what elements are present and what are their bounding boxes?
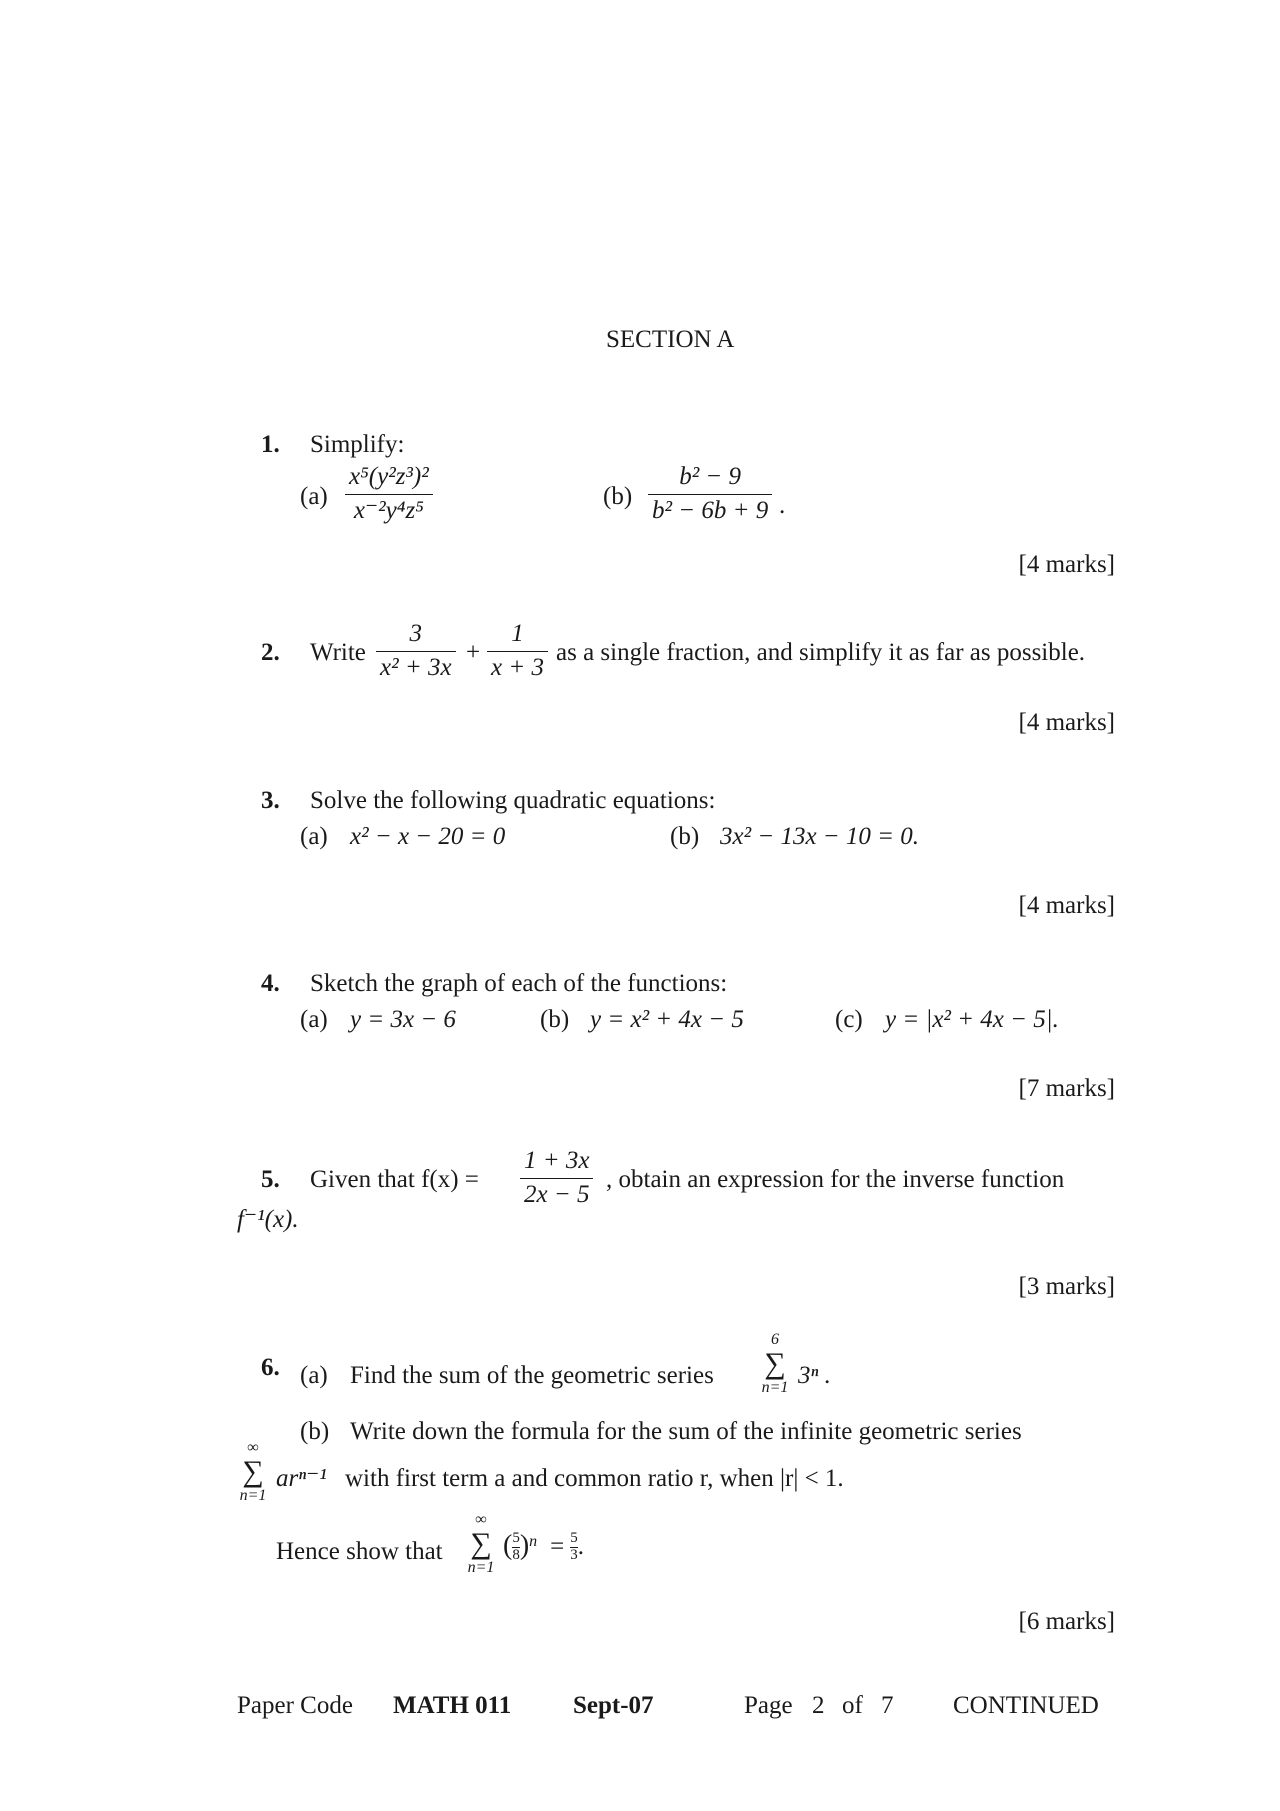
sum-upper: 6 — [771, 1331, 779, 1348]
question-text: , obtain an expression for the inverse function — [606, 1166, 1065, 1193]
part-label: (b) — [603, 483, 633, 510]
page-label: Page — [744, 1692, 793, 1719]
summation — [464, 1512, 498, 1576]
fraction-5-8 — [512, 1531, 520, 1564]
denominator: x² + 3x — [380, 653, 452, 681]
equation: y = 3x − 6 — [350, 1006, 456, 1033]
fraction-2b — [487, 620, 548, 683]
series-term: arⁿ⁻¹ — [276, 1465, 327, 1492]
question-number: 6. — [261, 1354, 280, 1381]
marks: [4 marks] — [1018, 709, 1115, 736]
question-number: 2. — [261, 639, 280, 666]
equals-sign: = — [550, 1533, 565, 1560]
series-term: 3ⁿ . — [798, 1362, 831, 1389]
marks: [4 marks] — [1018, 551, 1115, 578]
numerator: 1 — [511, 620, 524, 647]
numerator: 1 + 3x — [524, 1147, 590, 1174]
sigma-symbol: ∑ — [764, 1347, 786, 1380]
question-text: Given that f(x) = — [310, 1166, 479, 1193]
sum-lower: n=1 — [239, 1486, 267, 1504]
part-label: (a) — [300, 1362, 328, 1389]
question-text: as a single fraction, and simplify it as far as possible. — [556, 639, 1086, 666]
marks: [7 marks] — [1018, 1075, 1115, 1102]
sum-upper: ∞ — [247, 1439, 259, 1456]
part-label: (a) — [300, 1006, 328, 1033]
continued-label: CONTINUED — [953, 1692, 1099, 1719]
fraction-5 — [520, 1147, 593, 1210]
numerator: 3 — [409, 620, 423, 647]
question-text: Write — [310, 639, 366, 666]
question-number: 4. — [261, 970, 280, 997]
part-label: (b) — [670, 823, 700, 850]
numerator: b² − 9 — [679, 463, 742, 490]
denominator: 2x − 5 — [524, 1180, 590, 1208]
plus-sign: + — [466, 639, 481, 666]
left-paren: ( — [503, 1530, 513, 1561]
fraction-1b — [648, 463, 772, 526]
part-label: (b) — [540, 1006, 570, 1033]
question-text: Write down the formula for the sum of the infinite geometric series — [350, 1418, 1022, 1445]
period: . — [779, 492, 786, 519]
question-number: 3. — [261, 787, 280, 814]
question-text: Hence show that — [276, 1538, 443, 1565]
sum-lower: n=1 — [467, 1558, 495, 1576]
part-label: (b) — [300, 1418, 330, 1445]
question-prompt: Sketch the graph of each of the functions: — [310, 970, 728, 997]
question-number: 5. — [261, 1166, 280, 1193]
part-label: (c) — [835, 1006, 863, 1033]
question-text: Find the sum of the geometric series — [350, 1362, 714, 1389]
denominator: x⁻²y⁴z⁵ — [353, 496, 424, 524]
question-text: f⁻¹(x). — [237, 1206, 299, 1233]
sigma-symbol: ∑ — [470, 1527, 492, 1560]
period: . — [577, 1533, 585, 1560]
paper-code: MATH 011 — [393, 1692, 512, 1719]
denominator: 8 — [512, 1547, 520, 1564]
part-label: (a) — [300, 483, 328, 510]
numerator: 5 — [570, 1530, 578, 1547]
numerator: x⁵(y²z³)² — [349, 463, 429, 490]
exam-date: Sept-07 — [573, 1692, 654, 1719]
question-number: 1. — [261, 431, 280, 458]
page-number: 2 — [812, 1692, 825, 1719]
equation: y = |x² + 4x − 5|. — [885, 1006, 1059, 1033]
marks: [3 marks] — [1018, 1273, 1115, 1300]
fraction-5-3 — [570, 1531, 578, 1564]
section-title: SECTION A — [606, 326, 735, 353]
sum-upper: ∞ — [475, 1511, 487, 1528]
fraction-1a — [345, 463, 433, 526]
equation: y = x² + 4x − 5 — [590, 1006, 744, 1033]
sum-lower: n=1 — [761, 1378, 789, 1396]
part-label: (a) — [300, 823, 328, 850]
equation: 3x² − 13x − 10 = 0. — [720, 823, 920, 850]
question-prompt: Solve the following quadratic equations: — [310, 787, 716, 814]
denominator: x + 3 — [491, 653, 544, 681]
marks: [4 marks] — [1018, 892, 1115, 919]
exponent: n — [529, 1533, 538, 1550]
right-paren: ) — [519, 1530, 530, 1561]
expression — [503, 1530, 584, 1564]
sigma-symbol: ∑ — [242, 1455, 264, 1488]
question-prompt: Simplify: — [310, 431, 405, 458]
denominator: 3 — [570, 1547, 578, 1564]
summation — [758, 1332, 792, 1396]
fraction-2a — [376, 620, 456, 683]
summation — [236, 1440, 270, 1504]
paper-code-label: Paper Code — [237, 1692, 353, 1719]
numerator: 5 — [512, 1530, 520, 1547]
denominator: b² − 6b + 9 — [652, 496, 769, 524]
question-text: with first term a and common ratio r, when |r| < 1. — [345, 1465, 844, 1492]
page-total: 7 — [881, 1692, 894, 1719]
page-of: of — [842, 1692, 863, 1719]
equation: x² − x − 20 = 0 — [350, 823, 506, 850]
marks: [6 marks] — [1018, 1608, 1115, 1635]
